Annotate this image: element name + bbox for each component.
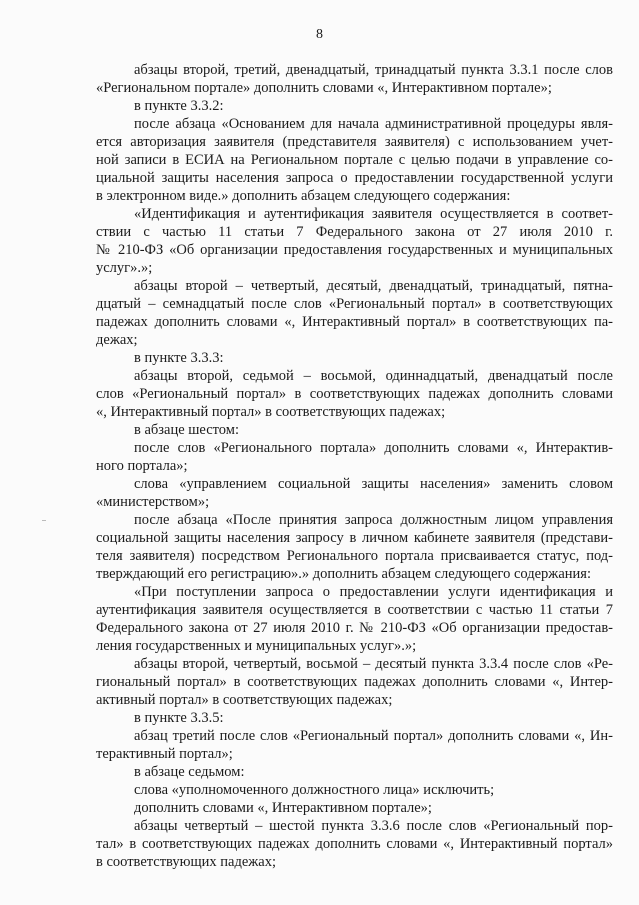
text-line: «Региональном портале» дополнить словами «, Интерактивном портале»; (96, 80, 552, 96)
text-line: циальной защиты населения запроса о предоставлении государственной услуги (96, 170, 613, 186)
text-line: слов «Региональный портал» в соответствующих падежах дополнить словами (96, 386, 613, 402)
text-line: услуг».»; (96, 260, 153, 276)
text-line: слова «уполномоченного должностного лица» исключить; (134, 782, 495, 798)
text-line: гиональный портал» в соответствующих падежах дополнить словами «, Интер- (96, 674, 613, 690)
text-line: дополнить словами «, Интерактивном портале»; (134, 800, 432, 816)
text-line: «При поступлении запроса о предоставлении услуги идентификация и (134, 584, 613, 600)
text-line: абзацы второй, третий, двенадцатый, тринадцатый пункта 3.3.1 после слов (134, 62, 613, 78)
margin-mark (42, 520, 46, 521)
text-line: социальной защиты населения запросу в личном кабинете заявителя (представи- (96, 530, 613, 546)
text-line: «, Интерактивный портал» в соответствующих падежах; (96, 404, 446, 420)
text-line: ления государственных и муниципальных услуг».»; (96, 638, 417, 654)
text-line: абзацы четвертый – шестой пункта 3.3.6 после слов «Региональный пор- (134, 818, 613, 834)
text-line: «Идентификация и аутентификация заявителя осуществляется в соответ- (134, 206, 613, 222)
text-line: абзацы второй, четвертый, восьмой – десятый пункта 3.3.4 после слов «Ре- (134, 656, 613, 672)
text-line: абзацы второй, седьмой – восьмой, одиннадцатый, двенадцатый после (134, 368, 613, 384)
text-line: активный портал» в соответствующих падежах; (96, 692, 393, 708)
text-line: после абзаца «После принятия запроса должностным лицом управления (134, 512, 613, 528)
text-line: падежах дополнить словами «, Интерактивный портал» в соответствующих па- (96, 314, 613, 330)
text-line: в пункте 3.3.5: (134, 710, 224, 726)
text-line: после слов «Регионального портала» дополнить словами «, Интерактив- (134, 440, 613, 456)
text-line: ется авторизация заявителя (представителя заявителя) с использованием учет- (96, 134, 613, 150)
text-line: терактивный портал»; (96, 746, 233, 762)
text-line: тал» в соответствующих падежах дополнить словами «, Интерактивный портал» (96, 836, 613, 852)
text-line: в пункте 3.3.2: (134, 98, 224, 114)
text-line: слова «управлением социальной защиты населения» заменить словом (134, 476, 613, 492)
text-line: дцатый – семнадцатый после слов «Региональный портал» в соответствующих (96, 296, 613, 312)
text-line: № 210-ФЗ «Об организации предоставления государственных и муниципальных (96, 242, 613, 258)
text-line: в соответствующих падежах; (96, 854, 277, 870)
text-line: в абзаце шестом: (134, 422, 239, 438)
text-line: после абзаца «Основанием для начала административной процедуры явля- (134, 116, 613, 132)
text-line: в пункте 3.3.3: (134, 350, 224, 366)
text-line: ствии с частью 11 статьи 7 Федерального закона от 27 июля 2010 г. (96, 224, 613, 240)
text-line: тверждающий его регистрацию».» дополнить абзацем следующего содержания: (96, 566, 591, 582)
text-line: «министерством»; (96, 494, 210, 510)
page-number: 8 (316, 27, 323, 42)
text-line: ной записи в ЕСИА на Региональном портале с целью подачи в управление со- (96, 152, 613, 168)
text-line: в электронном виде.» дополнить абзацем следующего содержания: (96, 188, 511, 204)
text-line: аутентификация заявителя осуществляется в соответствии с частью 11 статьи 7 (96, 602, 613, 618)
text-line: дежах; (96, 332, 138, 348)
text-line: абзацы второй – четвертый, десятый, двенадцатый, тринадцатый, пятна- (134, 278, 613, 294)
text-line: Федерального закона от 27 июля 2010 г. № 210-ФЗ «Об организации предостав- (96, 620, 613, 636)
text-line: абзац третий после слов «Региональный портал» дополнить словами «, Ин- (134, 728, 613, 744)
text-line: теля заявителя) посредством Регионального портала присваивается статус, под- (96, 548, 613, 564)
text-line: в абзаце седьмом: (134, 764, 245, 780)
text-line: ного портала»; (96, 458, 188, 474)
